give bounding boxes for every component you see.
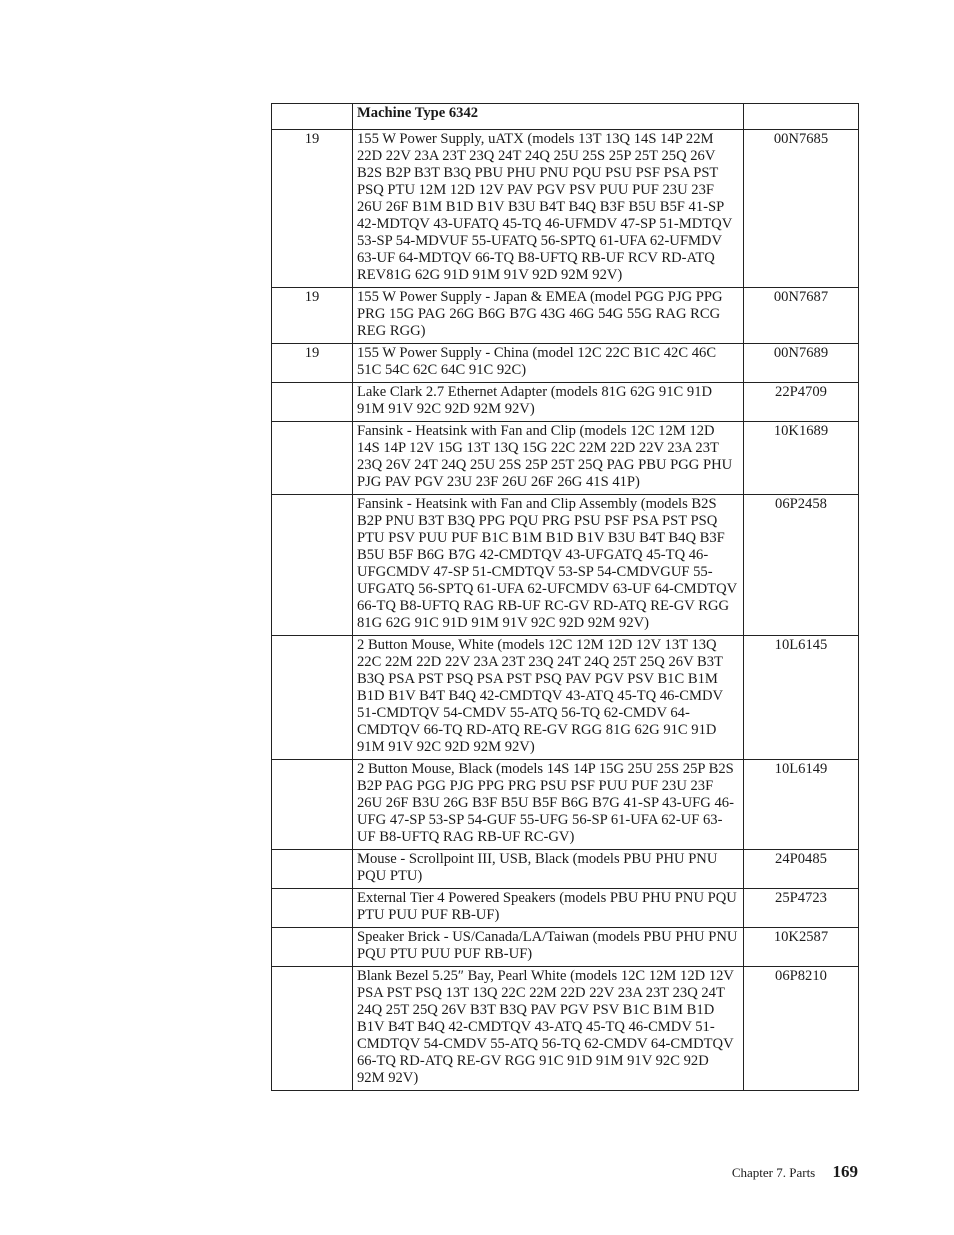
fru-number-cell: 00N7687 [744,288,859,344]
header-fru-cell [744,104,859,130]
index-cell: 19 [272,288,353,344]
table-row [272,344,859,383]
table-row [272,422,859,495]
parts-table-body [272,104,859,1091]
table-row [272,850,859,889]
description-cell: Lake Clark 2.7 Ethernet Adapter (models 81G 62G 91C 91D 91M 91V 92C 92D 92M 92V) [353,383,744,422]
index-cell [272,967,353,1091]
description-cell: Mouse - Scrollpoint III, USB, Black (models PBU PHU PNU PQU PTU) [353,850,744,889]
index-cell [272,889,353,928]
index-cell [272,383,353,422]
index-cell [272,495,353,636]
fru-number-cell: 00N7689 [744,344,859,383]
table-row [272,928,859,967]
index-cell [272,760,353,850]
fru-number-cell: 10K2587 [744,928,859,967]
fru-number-cell: 10K1689 [744,422,859,495]
fru-number-cell: 10L6149 [744,760,859,850]
table-row [272,967,859,1091]
description-cell: 155 W Power Supply - Japan & EMEA (model PGG PJG PPG PRG 15G PAG 26G B6G B7G 43G 46G 54G 55G RAG RCG REG RGG) [353,288,744,344]
fru-number-cell: 25P4723 [744,889,859,928]
table-row [272,383,859,422]
description-cell: 155 W Power Supply, uATX (models 13T 13Q 14S 14P 22M 22D 22V 23A 23T 23Q 24T 24Q 25U 25S 25P 25T 25Q 26V B2S B2P B3T B3Q PBU PHU PNU PQU PSU PSF PSA PST PSQ PTU 12M 12D 12V PAV PGV PSV PUU PUF 23U 23F 26U 26F B1M B1D B1V B3U B4T B4Q B3F B5U B5F 41-SP 42-MDTQV 43-UFATQ 45-TQ 46-UFMDV 47-SP 51-MDTQV 53-SP 54-MDVUF 55-UFATQ 56-SPTQ 61-UFA 62-UFMDV 63-UF 64-MDTQV 66-TQ B8-UFTQ RB-UF RCV RD-ATQ REV81G 62G 91D 91M 91V 92D 92M 92V) [353,130,744,288]
table-row [272,130,859,288]
header-index-cell [272,104,353,130]
description-cell: Fansink - Heatsink with Fan and Clip (models 12C 12M 12D 14S 14P 12V 15G 13T 13Q 15G 22C 22M 22D 22V 23A 23T 23Q 26V 24T 24Q 25U 25S 25P 25T 25Q PAG PBU PGG PHU PJG PAV PGV 23U 23F 26U 26F 26G 41S 41P) [353,422,744,495]
fru-number-cell: 10L6145 [744,636,859,760]
index-cell [272,850,353,889]
fru-number-cell: 06P2458 [744,495,859,636]
page-footer [732,1162,858,1182]
description-cell: 2 Button Mouse, Black (models 14S 14P 15G 25U 25S 25P B2S B2P PAG PGG PJG PPG PRG PSU PSF PUU PUF 23U 23F 26U 26F B3U 26G B3F B5U B5F B6G B7G 41-SP 43-UFG 46-UFG 47-SP 53-SP 54-GUF 55-UFG 56-SP 61-UFA 62-UF 63-UF B8-UFTQ RAG RB-UF RC-GV) [353,760,744,850]
description-cell: Speaker Brick - US/Canada/LA/Taiwan (models PBU PHU PNU PQU PTU PUU PUF RB-UF) [353,928,744,967]
table-header-row [272,104,859,130]
table-row [272,760,859,850]
parts-table [271,103,859,1091]
description-cell: External Tier 4 Powered Speakers (models PBU PHU PNU PQU PTU PUU PUF RB-UF) [353,889,744,928]
description-cell: 155 W Power Supply - China (model 12C 22C B1C 42C 46C 51C 54C 62C 64C 91C 92C) [353,344,744,383]
machine-type-header: Machine Type 6342 [353,104,744,130]
table-row [272,288,859,344]
description-cell: Blank Bezel 5.25″ Bay, Pearl White (models 12C 12M 12D 12V PSA PST PSQ 13T 13Q 22C 22M 22D 22V 23A 23T 23Q 24T 24Q 25T 25Q 26V B3T B3Q PAV PGV PSV B1C B1M B1D B1V B4T B4Q 42-CMDTQV 43-ATQ 45-TQ 46-CMDV 51-CMDTQV 54-CMDV 55-ATQ 56-TQ 62-CMDV 64-CMDTQV 66-TQ RD-ATQ RE-GV RGG 91C 91D 91M 91V 92C 92D 92M 92V) [353,967,744,1091]
table-row [272,889,859,928]
fru-number-cell: 24P0485 [744,850,859,889]
table-row [272,495,859,636]
page-number: 169 [832,1162,858,1181]
fru-number-cell: 22P4709 [744,383,859,422]
fru-number-cell: 00N7685 [744,130,859,288]
description-cell: 2 Button Mouse, White (models 12C 12M 12D 12V 13T 13Q 22C 22M 22D 22V 23A 23T 23Q 24T 24Q 25T 25Q 26V B3T B3Q PSA PST PSQ PSA PST PSQ PAV PGV PSV B1C B1M B1D B1V B4T B4Q 42-CMDTQV 43-ATQ 45-TQ 46-CMDV 51-CMDTQV 54-CMDV 55-ATQ 56-TQ 62-CMDV 64-CMDTQV 66-TQ RD-ATQ RE-GV RGG 81G 62G 91C 91D 91M 91V 92C 92D 92M 92V) [353,636,744,760]
description-cell: Fansink - Heatsink with Fan and Clip Assembly (models B2S B2P PNU B3T B3Q PPG PQU PRG PSU PSF PSA PST PSQ PTU PSV PUU PUF B1C B1M B1D B1V B3U B4T B4Q B3F B5U B5F B6G B7G 42-CMDTQV 43-UFGATQ 45-TQ 46-UFGCMDV 47-SP 51-CMDTQV 53-SP 54-CMDVGUF 55-UFGATQ 56-SPTQ 61-UFA 62-UFCMDV 63-UF 64-CMDTQV 66-TQ B8-UFTQ RAG RB-UF RC-GV RD-ATQ RE-GV RGG 81G 62G 91C 91D 91M 91V 92C 92D 92M 92V) [353,495,744,636]
index-cell [272,422,353,495]
index-cell [272,636,353,760]
index-cell: 19 [272,344,353,383]
fru-number-cell: 06P8210 [744,967,859,1091]
chapter-label: Chapter 7. Parts [731,1165,816,1180]
index-cell [272,928,353,967]
table-row [272,636,859,760]
index-cell: 19 [272,130,353,288]
